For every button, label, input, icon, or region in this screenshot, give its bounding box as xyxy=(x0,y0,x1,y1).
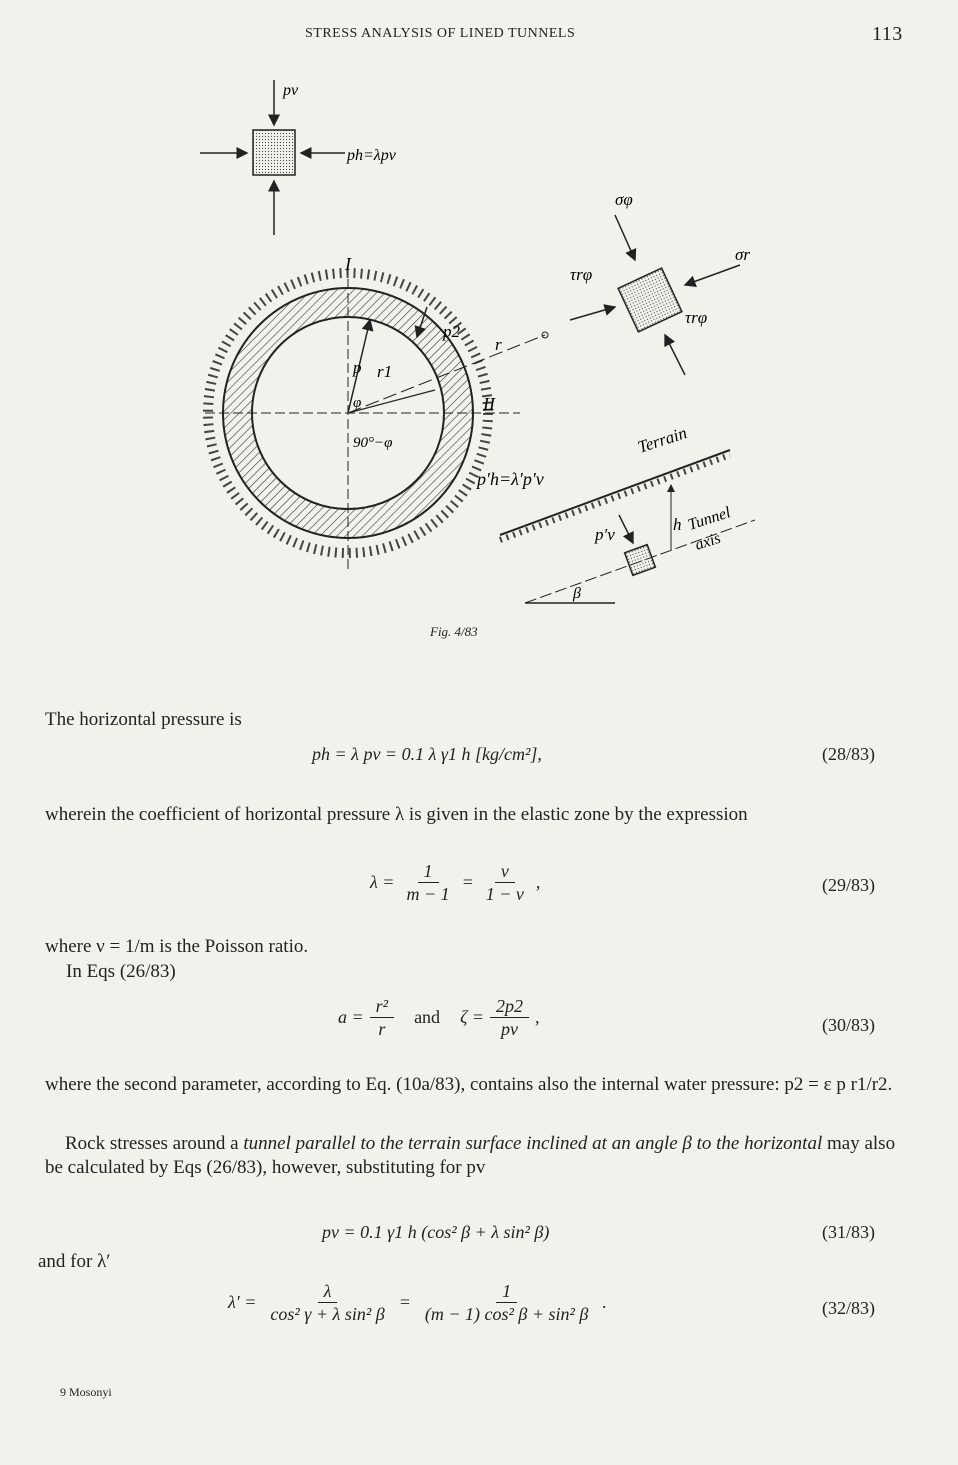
eq29-frac-1 xyxy=(400,860,455,905)
equation-32 xyxy=(228,1280,607,1325)
eq29-frac-2 xyxy=(480,860,530,905)
label-sigma-r: σr xyxy=(735,245,750,264)
eq32-frac-1 xyxy=(264,1280,390,1325)
eq32-end: . xyxy=(602,1292,607,1312)
figure-4-83 xyxy=(195,75,775,615)
label-pv-prime: p′v xyxy=(595,525,615,544)
eq32-lhs: λ′ = xyxy=(228,1292,257,1312)
eq30-frac-2 xyxy=(490,995,529,1040)
eq30-lhs: a = xyxy=(338,1007,364,1027)
eq32-frac-2 xyxy=(419,1280,595,1325)
label-beta: β xyxy=(573,585,581,602)
p6-emphasis: tunnel parallel to the terrain surface inclined at an angle β to the horizontal xyxy=(243,1133,823,1154)
footer-signature: 9 Mosonyi xyxy=(60,1385,112,1399)
eq30-and: and xyxy=(414,1007,441,1027)
running-head: STRESS ANALYSIS OF LINED TUNNELS xyxy=(305,26,576,41)
equation-29-number: (29/83) xyxy=(822,875,875,895)
equation-31-number: (31/83) xyxy=(822,1222,875,1242)
eq32-den-2: (m − 1) cos² β + sin² β xyxy=(424,1304,589,1324)
label-r1: r1 xyxy=(377,362,393,381)
label-tunnel: Tunnel xyxy=(685,504,733,534)
equation-32-number: (32/83) xyxy=(822,1298,875,1318)
eq30-den-1: r xyxy=(378,1019,386,1039)
inclined-terrain xyxy=(475,423,755,603)
eq30-end: , xyxy=(535,1007,540,1027)
stress-element xyxy=(570,190,750,375)
equation-29 xyxy=(370,860,540,905)
paragraph-6 xyxy=(45,1132,905,1180)
label-sigma-phi: σφ xyxy=(615,190,633,209)
equation-28-number: (28/83) xyxy=(822,744,875,764)
label-ph: ph=λpv xyxy=(347,147,396,164)
equation-28: ph = λ pv = 0.1 λ γ1 h [kg/cm²], xyxy=(312,744,542,764)
label-p: p xyxy=(353,358,362,377)
eq32-num-1: λ xyxy=(318,1280,338,1303)
eq30-zeta: ζ = xyxy=(460,1007,484,1027)
label-ph-prime: p′h=λ′p′v xyxy=(477,469,544,489)
eq30-den-2: pv xyxy=(501,1019,518,1039)
paragraph-2: wherein the coefficient of horizontal pressure λ is given in the elastic zone by the expression xyxy=(45,804,748,825)
element-diagram xyxy=(200,80,397,235)
label-roman-I: I xyxy=(345,254,351,274)
label-tau-1: τrφ xyxy=(570,265,593,284)
label-tau-2: τrφ xyxy=(685,308,708,327)
eq29-equals: = xyxy=(461,872,474,892)
eq29-den-2: 1 − ν xyxy=(485,884,524,904)
p6-text-b: may also be calculated by Eqs (26/83), however, substituting for pv xyxy=(45,1133,896,1178)
eq32-num-2: 1 xyxy=(496,1280,517,1303)
eq29-den-1: m − 1 xyxy=(406,884,450,904)
paragraph-5: where the second parameter, according to Eq. (10a/83), contains also the internal water pressure: p2 = ε p r1/r2. xyxy=(45,1074,893,1095)
eq29-num-2: ν xyxy=(495,860,515,883)
page-number: 113 xyxy=(872,23,903,45)
label-p2: p2 xyxy=(443,322,460,341)
eq29-end: , xyxy=(535,872,541,892)
paragraph-7: and for λ′ xyxy=(38,1251,111,1272)
paragraph-4: In Eqs (26/83) xyxy=(66,961,176,982)
eq32-den-1: cos² γ + λ sin² β xyxy=(270,1304,385,1324)
label-h: h xyxy=(673,515,682,534)
p6-text-a: Rock stresses around a xyxy=(65,1133,244,1154)
eq29-num-1: 1 xyxy=(418,860,439,883)
label-pv: pv xyxy=(283,82,299,99)
label-90-minus-phi: 90°−φ xyxy=(353,435,393,451)
label-phi: φ xyxy=(353,395,362,411)
label-terrain: Terrain xyxy=(635,423,690,457)
equation-31: pv = 0.1 γ1 h (cos² β + λ sin² β) xyxy=(322,1222,550,1242)
paragraph-1: The horizontal pressure is xyxy=(45,709,242,730)
eq30-frac-1 xyxy=(370,995,394,1040)
tunnel-section xyxy=(205,254,548,570)
equation-30 xyxy=(338,995,540,1040)
paragraph-3: where ν = 1/m is the Poisson ratio. xyxy=(45,936,309,957)
equation-30-number: (30/83) xyxy=(822,1015,875,1035)
eq29-lhs: λ = xyxy=(370,872,395,892)
eq30-num-2: 2p2 xyxy=(490,995,529,1018)
label-roman-II: II xyxy=(483,394,495,414)
label-r: r xyxy=(495,335,502,354)
figure-caption: Fig. 4/83 xyxy=(430,624,478,639)
eq30-num-1: r² xyxy=(370,995,394,1018)
label-axis: axis xyxy=(692,529,723,554)
eq32-equals: = xyxy=(398,1292,411,1312)
